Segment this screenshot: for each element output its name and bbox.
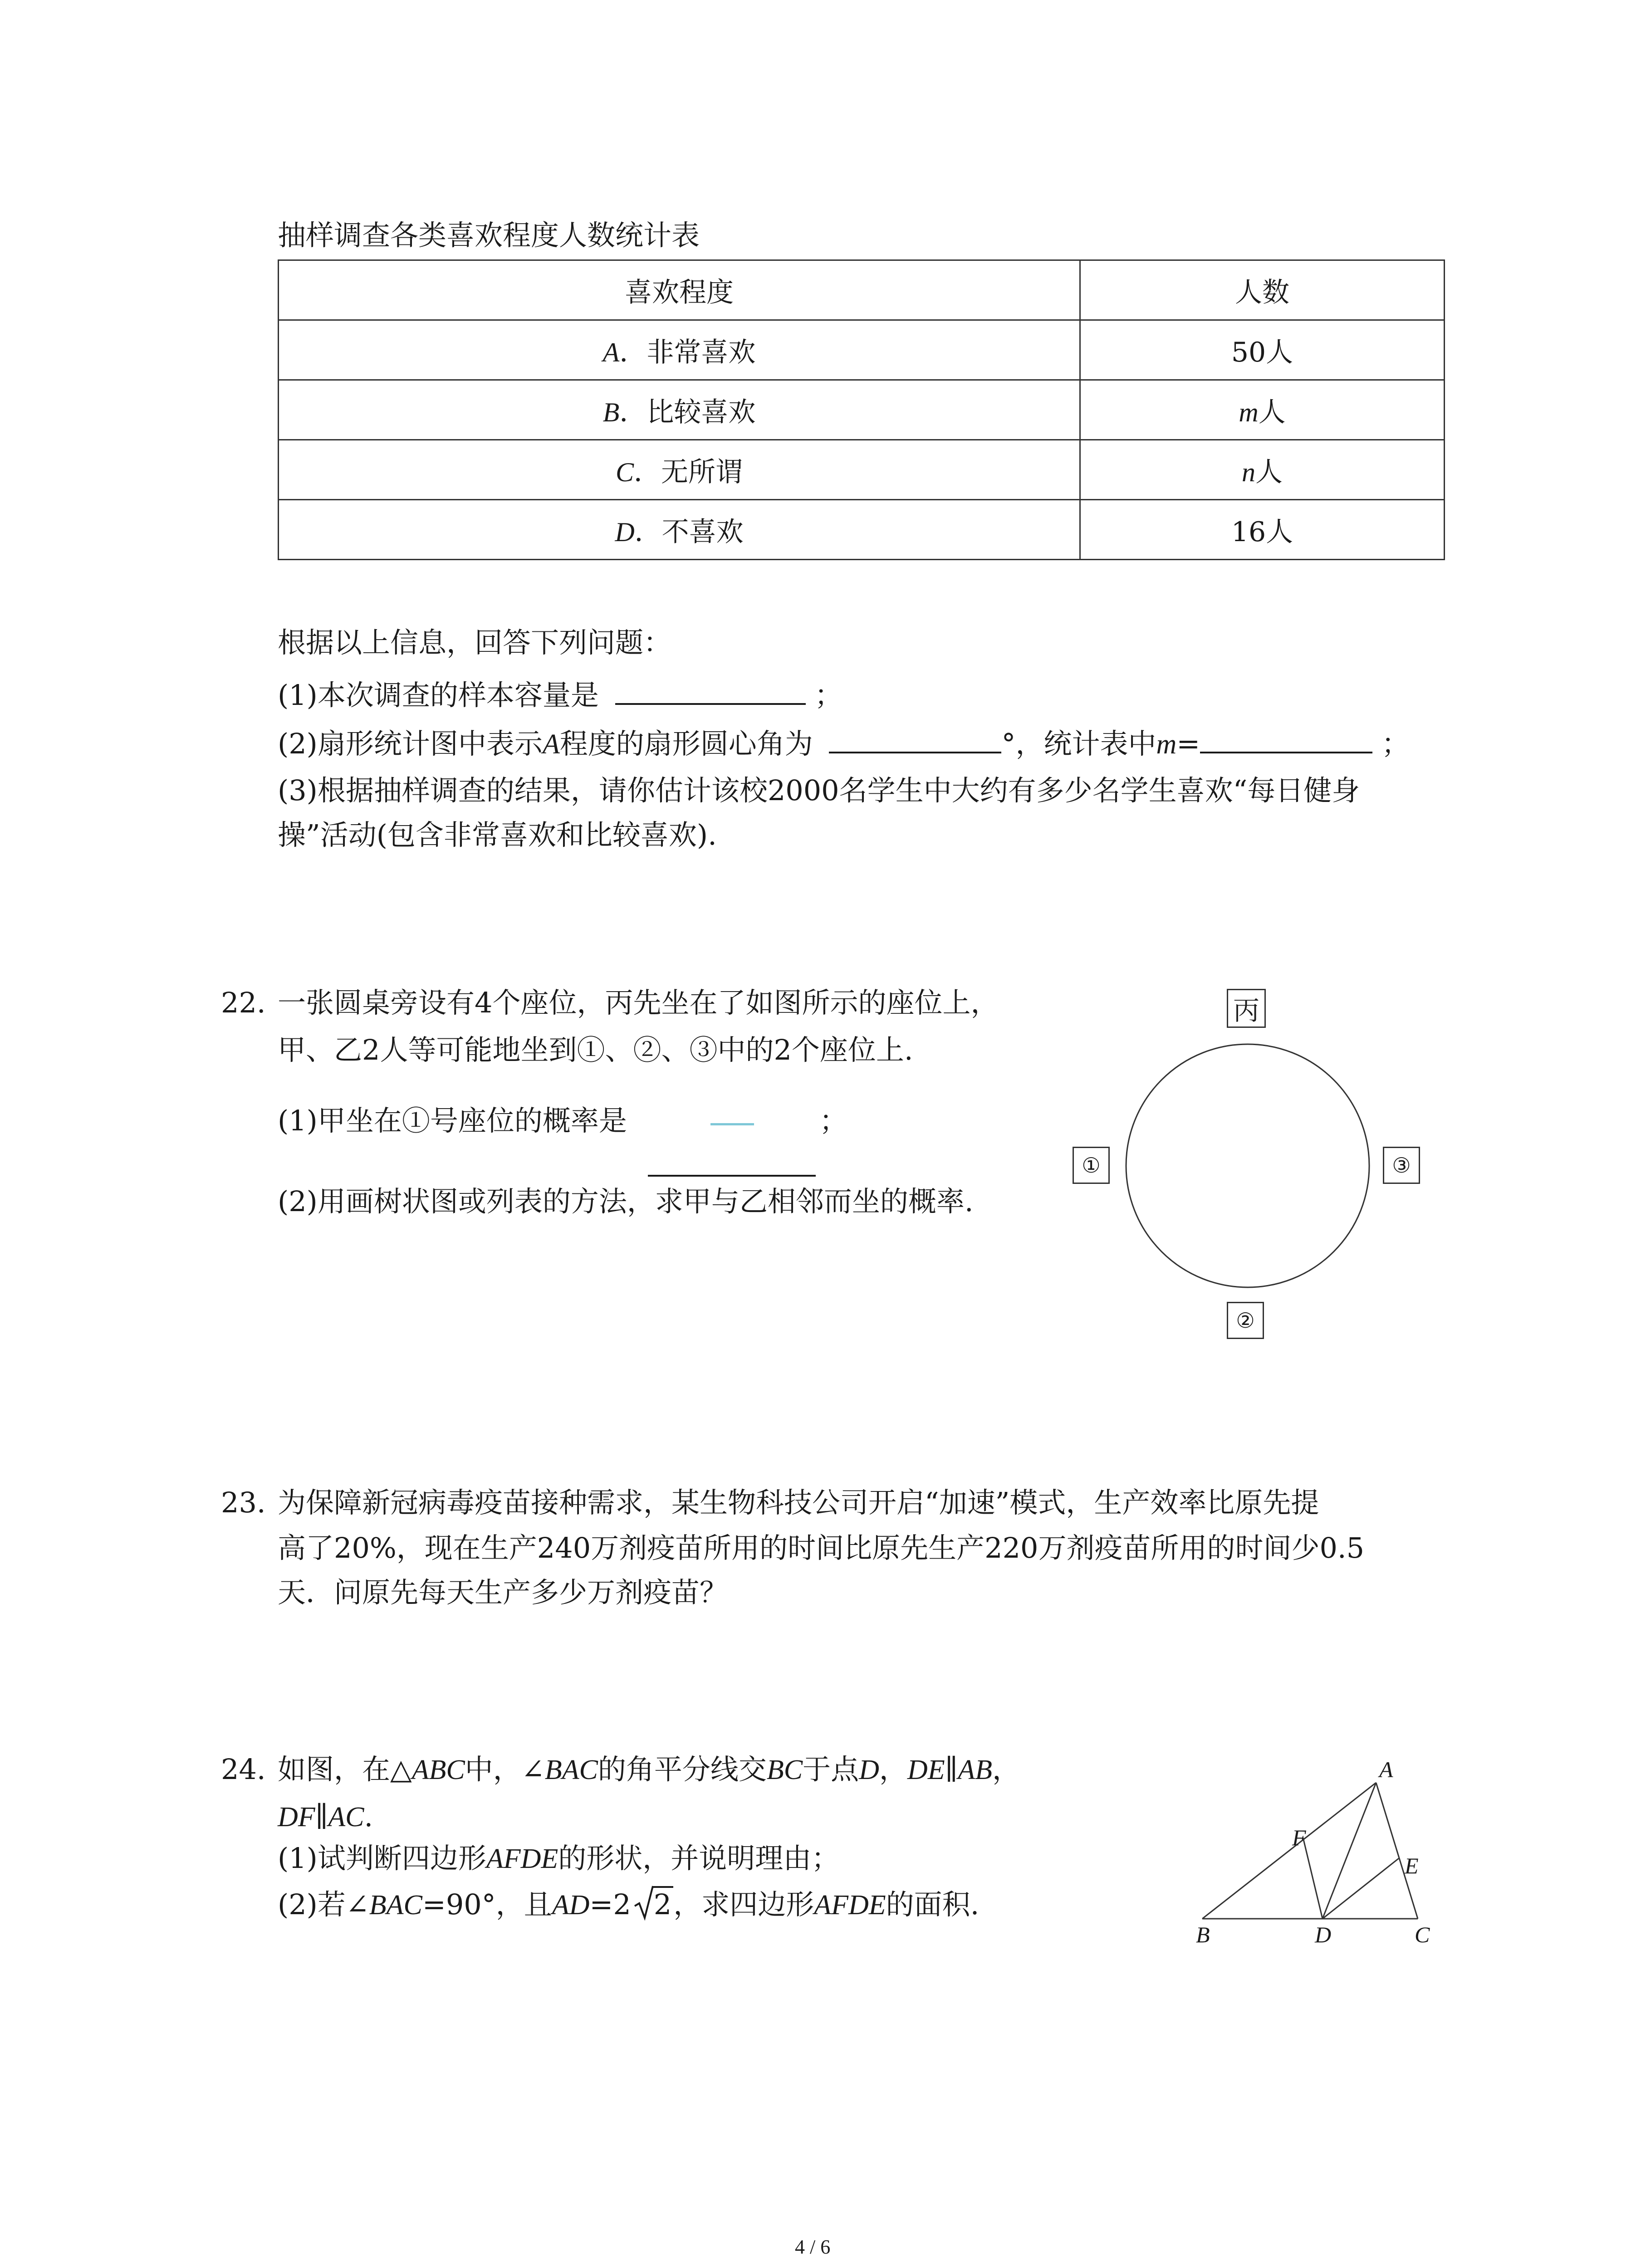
row-count: 人: [1258, 396, 1286, 428]
q21-part2-end: ；: [1381, 727, 1410, 760]
q24-text: ，求四边形: [673, 1888, 814, 1921]
q24-text: 中，∠: [465, 1753, 545, 1786]
q24-var: AD: [552, 1890, 590, 1921]
sqrt-radical-icon: [634, 1885, 654, 1921]
table-cell-level: [279, 440, 1080, 500]
row-label: ．无所谓: [634, 456, 743, 488]
q21-part3-line1: (3)根据抽样调查的结果，请你估计该校2000名学生中大约有多少名学生喜欢“每日健身: [278, 774, 1360, 807]
label-point-d: D: [1315, 1922, 1332, 1947]
q21-part3-line2: 操”活动(包含非常喜欢和比较喜欢).: [278, 818, 717, 851]
row-label: ．不喜欢: [634, 516, 744, 548]
q24-text: ，: [992, 1753, 1020, 1786]
q23-line2: 高了20%，现在生产240万剂疫苗所用的时间比原先生产220万剂疫苗所用的时间少0.5: [278, 1531, 1365, 1564]
q23-line1: 为保障新冠病毒疫苗接种需求，某生物科技公司开启“加速”模式，生产效率比原先提: [278, 1486, 1319, 1519]
q24-part2: [278, 1888, 980, 1921]
answer-blank-sample-size[interactable]: [615, 679, 806, 705]
q24-var: BAC: [369, 1890, 422, 1921]
q23-line3: 天．问原先每天生产多少万剂疫苗？: [278, 1576, 728, 1609]
q24-var: D: [859, 1755, 879, 1785]
q24-var: AFDE: [486, 1843, 558, 1874]
seat-left-box: [1073, 1147, 1110, 1184]
table-cell-level: [279, 500, 1080, 560]
q24-line1: [278, 1755, 1020, 1784]
table-cell-count: [1080, 440, 1445, 500]
q24-var: ABC: [411, 1755, 465, 1785]
label-point-c: C: [1415, 1922, 1430, 1947]
header-cell-count: 人数: [1080, 260, 1445, 320]
q22-part1-text: (1)甲坐在①号座位的概率是: [278, 1104, 627, 1137]
q22-part2: (2)用画树状图或列表的方法，求甲与乙相邻而坐的概率.: [278, 1185, 974, 1218]
table-row: [279, 440, 1445, 500]
q24-text: =2: [589, 1888, 631, 1921]
q24-text: .: [364, 1800, 373, 1833]
q24-text: 于点: [803, 1753, 859, 1786]
sqrt-symbol: [634, 1888, 673, 1921]
q21-intro: 根据以上信息，回答下列问题：: [278, 626, 672, 659]
header-cell-level: 喜欢程度: [279, 260, 1080, 320]
stat-table: [278, 259, 1445, 560]
seat-right-box: [1383, 1147, 1420, 1184]
label-point-a: A: [1379, 1757, 1393, 1782]
label-point-f: F: [1292, 1825, 1306, 1850]
round-table-figure: [1121, 1039, 1375, 1293]
q24-var: DF: [278, 1802, 315, 1833]
answer-blank-probability[interactable]: [648, 1175, 816, 1177]
table-cell-level: [279, 380, 1080, 440]
q21-part2-text-a: (2)扇形统计图中表示: [278, 727, 543, 760]
sqrt-radicand: 2: [652, 1886, 673, 1921]
label-point-b: B: [1196, 1922, 1210, 1947]
row-letter: D: [615, 517, 635, 547]
q24-number: 24.: [221, 1753, 266, 1786]
q24-var: BAC: [544, 1755, 598, 1785]
q21-part2-text-b: 程度的扇形圆心角为: [559, 727, 813, 760]
table-row: [279, 500, 1445, 560]
row-letter: C: [615, 457, 634, 487]
q24-text: 的面积.: [886, 1888, 980, 1921]
table-cell-count: [1080, 380, 1445, 440]
answer-blank-angle[interactable]: [829, 728, 1001, 753]
q24-text: 的形状，并说明理由；: [558, 1842, 840, 1875]
seat-top-label: 丙: [1233, 995, 1259, 1026]
segment-ac: [1376, 1783, 1418, 1919]
q21-part2-eq: =: [1176, 727, 1200, 760]
q24-var: AB: [958, 1755, 992, 1785]
q24-text: 如图，在△: [278, 1753, 412, 1786]
seat-top-box: [1227, 989, 1266, 1028]
q24-text: ∥: [315, 1800, 328, 1833]
triangle-figure: [1189, 1751, 1443, 1941]
row-letter: A: [603, 337, 620, 367]
q22-part1-end: ；: [819, 1104, 848, 1137]
q24-text: (1)试判断四边形: [278, 1842, 486, 1875]
q21-part1: [278, 679, 843, 712]
table-cell-count: [1080, 500, 1445, 560]
q22-number: 22.: [221, 986, 266, 1019]
q24-text: =90°，且: [422, 1888, 552, 1921]
q24-part1: [278, 1844, 839, 1873]
table-cell-level: [279, 320, 1080, 380]
q21-part2-var-a: A: [542, 729, 560, 760]
q24-line2: [278, 1800, 373, 1833]
seat-right-label: ③: [1392, 1153, 1411, 1178]
q24-var: DE: [907, 1755, 945, 1785]
row-count: 16人: [1231, 516, 1293, 548]
q22-line1: 一张圆桌旁设有4个座位，丙先坐在了如图所示的座位上，: [278, 986, 999, 1019]
answer-blank-m[interactable]: [1200, 728, 1372, 753]
row-var: m: [1239, 397, 1259, 427]
q24-text: 的角平分线交: [598, 1753, 767, 1786]
q22-part1: [278, 1104, 627, 1137]
q21-part2: [278, 728, 1410, 758]
seat-bottom-label: ②: [1236, 1308, 1255, 1333]
table-cell-count: [1080, 320, 1445, 380]
seat-left-label: ①: [1082, 1153, 1101, 1178]
q21-part1-text: (1)本次调查的样本容量是: [278, 679, 599, 712]
table-row: [279, 380, 1445, 440]
round-table-circle: [1126, 1044, 1369, 1287]
q24-text: ∥: [945, 1753, 958, 1786]
q24-var: AFDE: [814, 1890, 886, 1921]
page-number: 4 / 6: [795, 2236, 831, 2258]
table-header-row: [279, 260, 1445, 320]
q24-text: (2)若∠: [278, 1888, 369, 1921]
q21-part2-text-c: °，统计表中: [1001, 727, 1156, 760]
q24-var: BC: [766, 1755, 803, 1785]
q21-part2-var-m: m: [1156, 729, 1177, 760]
row-label: ．非常喜欢: [619, 336, 756, 368]
row-count: 50人: [1231, 336, 1293, 368]
table-row: [279, 320, 1445, 380]
q23-number: 23.: [221, 1486, 266, 1519]
q21-part1-end: ；: [814, 679, 843, 712]
seat-bottom-box: [1227, 1302, 1264, 1339]
table-title: 抽样调查各类喜欢程度人数统计表: [278, 219, 700, 252]
q22-line2: 甲、乙2人等可能地坐到①、②、③中的2个座位上.: [278, 1033, 913, 1066]
row-var: n: [1242, 457, 1255, 487]
row-label: ．比较喜欢: [619, 396, 756, 428]
row-count: 人: [1255, 456, 1283, 488]
fraction-bar-blank: [710, 1123, 754, 1125]
row-letter: B: [603, 397, 620, 427]
q24-text: ，: [879, 1753, 907, 1786]
q24-var: AC: [328, 1802, 364, 1833]
label-point-e: E: [1405, 1853, 1419, 1878]
